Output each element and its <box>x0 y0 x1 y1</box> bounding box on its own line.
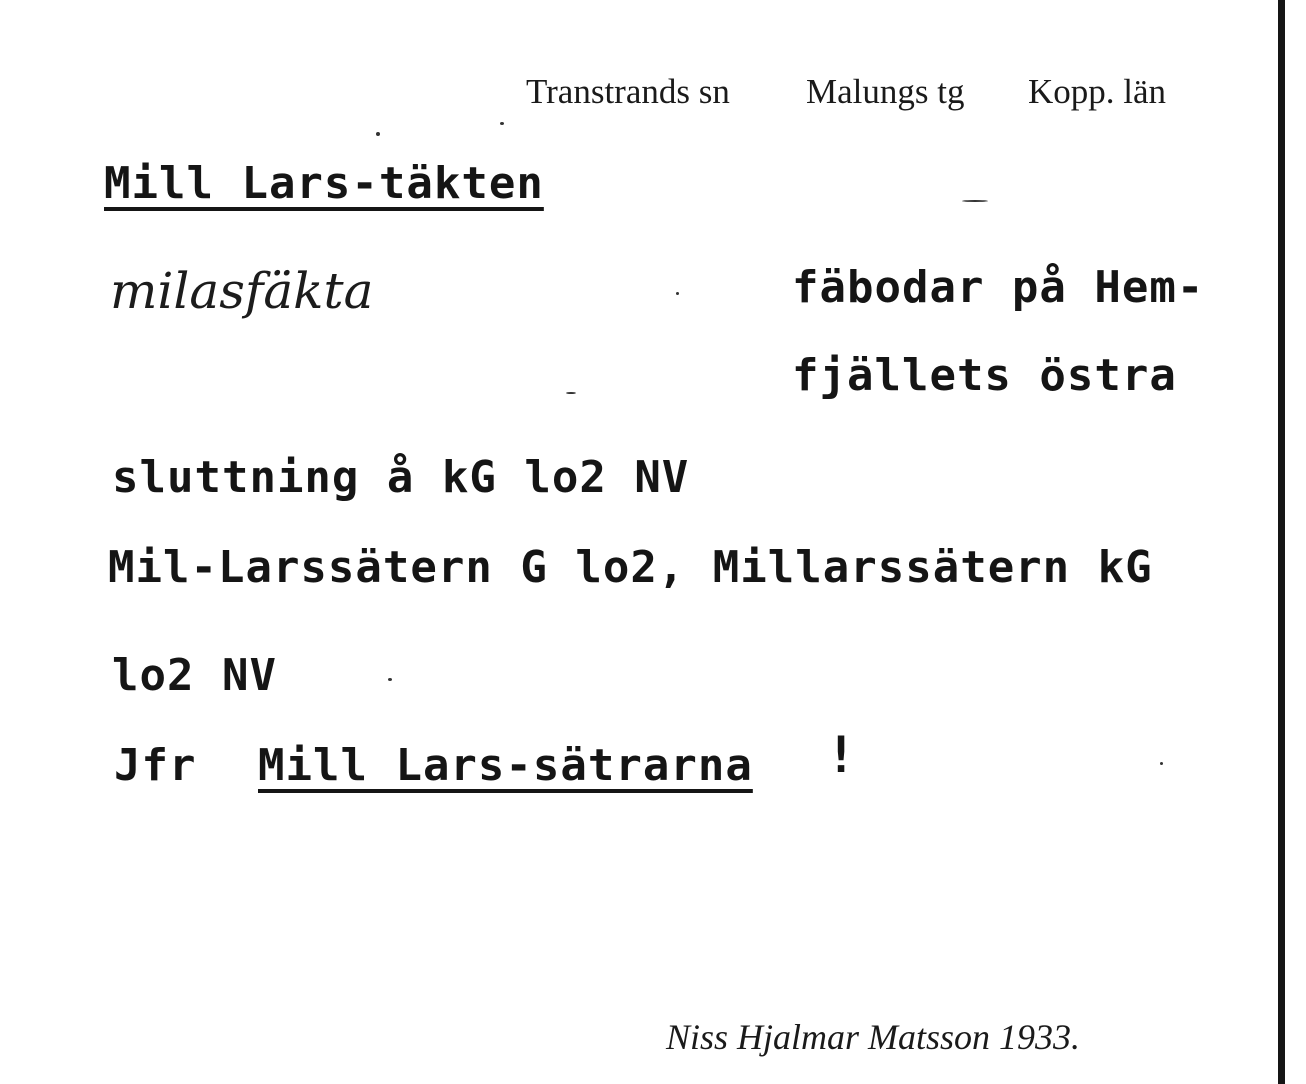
see-also-mark: ! <box>826 726 858 784</box>
paper-speck <box>376 132 380 136</box>
district-label: Malungs tg <box>806 72 965 111</box>
description-line-3: sluttning å kG lo2 NV <box>112 452 690 503</box>
paper-speck <box>676 292 679 295</box>
paper-speck <box>1160 762 1163 765</box>
pronunciation-handwritten: milasfäkta <box>110 262 374 320</box>
description-line-2: fjällets östra <box>792 350 1177 401</box>
recorder-signature: Niss Hjalmar Matsson 1933. <box>666 1017 1081 1057</box>
paper-speck <box>500 122 504 125</box>
see-also-reference: Mill Lars-sätrarna <box>258 740 753 791</box>
paper-speck <box>962 200 988 202</box>
card-edge-border <box>1278 0 1285 1084</box>
county-label: Kopp. län <box>1028 72 1167 111</box>
entry-title: Mill Lars-täkten <box>104 158 544 209</box>
paper-speck <box>388 678 392 681</box>
paper-speck <box>566 392 576 394</box>
description-line-4: Mil-Larssätern G lo2, Millarssätern kG <box>108 542 1153 593</box>
parish-label: Transtrands sn <box>526 72 730 111</box>
see-also-prefix: Jfr <box>114 740 197 791</box>
description-line-1: fäbodar på Hem- <box>792 262 1205 313</box>
description-line-5: lo2 NV <box>112 650 277 701</box>
